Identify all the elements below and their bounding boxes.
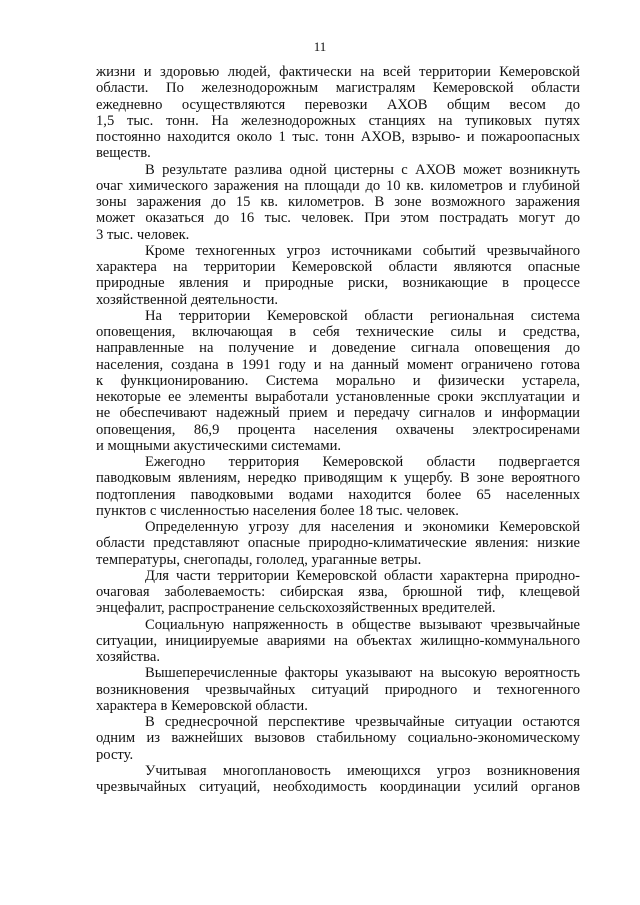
text-line: очаг химического заражения на площади до 10 кв. километров и глубиной	[96, 177, 580, 194]
text-line: некоторые ее элементы выработали установленные сроки эксплуатации и	[96, 389, 580, 405]
text-line: населения, создана в 1991 году и на данный момент ограничено готова	[96, 356, 580, 373]
text-line: природные явления и природные риски, возникающие в процессе	[96, 275, 580, 292]
text-line: может оказаться до 16 тыс. человек. При этом пострадать могут до	[96, 210, 580, 227]
text-line: направленные на получение и доведение сигнала оповещения до	[96, 340, 580, 357]
paragraph	[96, 308, 580, 454]
text-line: возникновения чрезвычайных ситуаций природного и техногенного	[96, 681, 580, 698]
text-line: ежедневно осуществляются перевозки АХОВ общим весом до	[96, 96, 580, 113]
text-line: На территории Кемеровской области региональная система	[145, 307, 580, 324]
document-body	[96, 64, 580, 795]
text-line: оповещения, 86,9 процента населения охвачены электросиренами	[96, 421, 580, 438]
paragraph	[96, 665, 580, 714]
text-line: очаговая заболеваемость: сибирская язва, брюшной тиф, клещевой	[96, 584, 580, 600]
text-line: Для части территории Кемеровской области характерна природно-	[145, 567, 580, 584]
text-line: росту.	[96, 746, 134, 763]
text-line: не обеспечивают надежный прием и передачу сигналов и информации	[96, 405, 580, 422]
paragraph	[96, 162, 580, 243]
text-line: В среднесрочной перспективе чрезвычайные ситуации остаются	[145, 714, 580, 730]
text-line: подтопления паводковыми водами находится более 65 населенных	[96, 486, 580, 503]
paragraph	[96, 568, 580, 617]
text-line: В результате разлива одной цистерны с АХОВ может возникнуть	[145, 161, 580, 178]
paragraph	[96, 64, 580, 162]
paragraph	[96, 454, 580, 519]
paragraph	[96, 617, 580, 666]
text-line: 3 тыс. человек.	[96, 226, 190, 243]
paragraph	[96, 714, 580, 763]
text-line: 1,5 тыс. тонн. На железнодорожных станциях на тупиковых путях	[96, 112, 580, 129]
text-line: паводковым явлениям, нередко приводящим к ущербу. В зоне вероятного	[96, 470, 580, 487]
text-line: Учитывая многоплановость имеющихся угроз возникновения	[145, 762, 580, 779]
text-line: постоянно находится около 1 тыс. тонн АХОВ, взрыво- и пожароопасных	[96, 129, 580, 145]
text-line: жизни и здоровью людей, фактически на всей территории Кемеровской	[96, 64, 580, 80]
text-line: хозяйственной деятельности.	[96, 291, 279, 308]
text-line: веществ.	[96, 145, 151, 162]
text-line: Определенную угрозу для населения и экономики Кемеровской	[145, 519, 580, 535]
text-line: к функционированию. Система морально и физически устарела,	[96, 372, 580, 389]
text-line: области представляют опасные природно-климатические явления: низкие	[96, 535, 580, 552]
paragraph	[96, 243, 580, 308]
text-line: хозяйства.	[96, 649, 161, 665]
page-number: 11	[313, 39, 327, 54]
text-line: оповещения, включающая в себя технические силы и средства,	[96, 324, 580, 340]
text-line: и мощными акустическими системами.	[96, 437, 342, 454]
text-line: ситуации, инициируемые авариями на объектах жилищно-коммунального	[96, 632, 580, 649]
text-line: энцефалит, распространение сельскохозяйственных вредителей.	[96, 600, 496, 617]
text-line: зоны заражения до 15 кв. километров. В зоне возможного заражения	[96, 194, 580, 210]
text-line: Вышеперечисленные факторы указывают на высокую вероятность	[145, 665, 580, 682]
text-line: температуры, снегопады, гололед, ураганные ветры.	[96, 551, 422, 568]
text-line: Ежегодно территория Кемеровской области подвергается	[145, 454, 580, 470]
paragraph	[96, 519, 580, 568]
paragraph	[96, 763, 580, 796]
text-line: характера в Кемеровской области.	[96, 697, 308, 714]
text-line: пунктов с численностью населения более 18 тыс. человек.	[96, 502, 459, 519]
text-line: области. По железнодорожным магистралям Кемеровской области	[96, 80, 580, 97]
text-line: Кроме техногенных угроз источниками событий чрезвычайного	[145, 242, 580, 259]
text-line: чрезвычайных ситуаций, необходимость координации усилий органов	[96, 779, 580, 795]
text-line: одним из важнейших вызовов стабильному социально-экономическому	[96, 730, 580, 747]
text-line: характера на территории Кемеровской области являются опасные	[96, 259, 580, 275]
text-line: Социальную напряженность в обществе вызывают чрезвычайные	[145, 616, 580, 633]
